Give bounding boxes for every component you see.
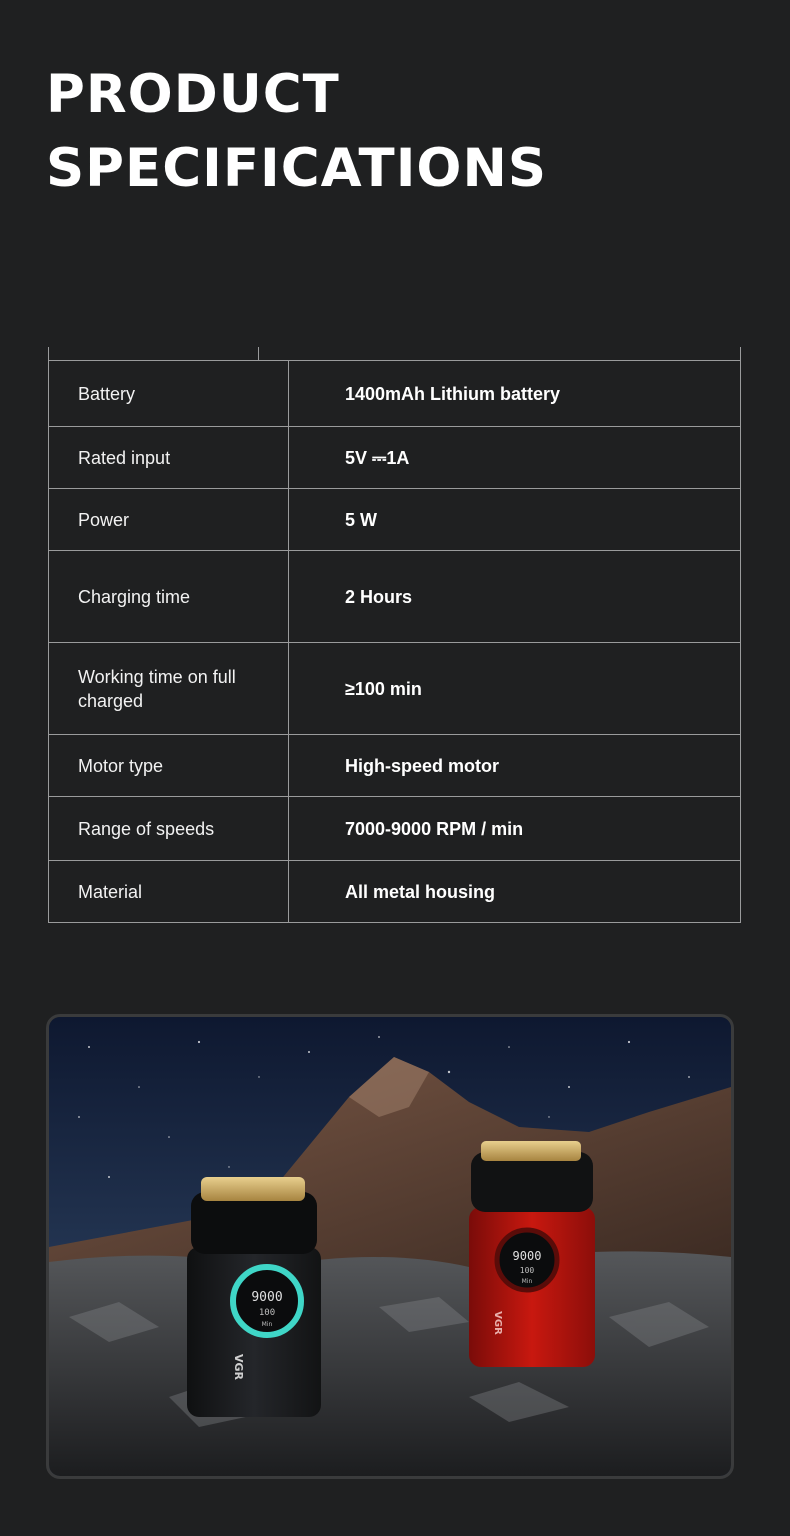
display-sub: 100 xyxy=(258,1308,276,1318)
red-shaver xyxy=(469,1141,595,1367)
table-edge-tick xyxy=(48,347,49,361)
rocks xyxy=(49,1251,731,1476)
spec-label: Charging time xyxy=(49,551,289,643)
spec-label: Material xyxy=(49,861,289,923)
spec-value: All metal housing xyxy=(289,861,741,923)
spec-value: 2 Hours xyxy=(289,551,741,643)
spec-value: 5V ⎓1A xyxy=(289,427,741,489)
table-row xyxy=(49,643,741,735)
spec-label: Range of speeds xyxy=(49,797,289,861)
display-unit: Min xyxy=(521,1278,533,1285)
spec-value: 7000-9000 RPM / min xyxy=(289,797,741,861)
specifications-table xyxy=(48,360,741,923)
table-row xyxy=(49,797,741,861)
display-digits: 9000 xyxy=(512,1249,542,1263)
display-digits: 9000 xyxy=(251,1290,283,1305)
spec-value: ≥100 min xyxy=(289,643,741,735)
page-title xyxy=(46,58,547,206)
spec-label: Power xyxy=(49,489,289,551)
spec-value: 5 W xyxy=(289,489,741,551)
page-title-line-2: SPECIFICATIONS xyxy=(46,138,548,199)
product-photo-illustration xyxy=(49,1017,731,1476)
brand-mark: VGR xyxy=(232,1353,245,1381)
page-title-line-1: PRODUCT xyxy=(46,64,340,125)
spec-label: Working time on full charged xyxy=(49,643,289,735)
table-row xyxy=(49,735,741,797)
table-top-edge xyxy=(48,347,741,361)
table-row xyxy=(49,551,741,643)
table-row xyxy=(49,489,741,551)
spec-value: High-speed motor xyxy=(289,735,741,797)
specifications-table-block xyxy=(48,347,741,923)
table-row xyxy=(49,361,741,427)
black-shaver xyxy=(187,1177,321,1417)
table-edge-tick xyxy=(258,347,259,361)
product-photo xyxy=(46,1014,734,1479)
spec-value: 1400mAh Lithium battery xyxy=(289,361,741,427)
spec-label: Motor type xyxy=(49,735,289,797)
spec-label: Battery xyxy=(49,361,289,427)
table-edge-tick xyxy=(740,347,741,361)
table-row xyxy=(49,861,741,923)
display-unit: Min xyxy=(261,1321,273,1328)
spec-label: Rated input xyxy=(49,427,289,489)
display-sub: 100 xyxy=(519,1266,535,1275)
table-row xyxy=(49,427,741,489)
brand-mark: VGR xyxy=(492,1311,503,1335)
